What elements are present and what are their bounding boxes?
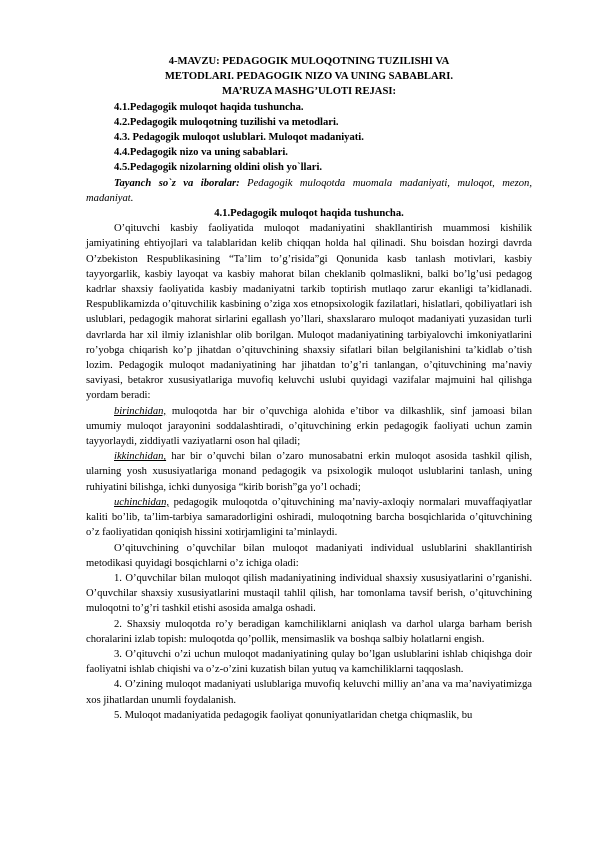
- document-page: [86, 54, 532, 723]
- paragraph-8: 3. O’qituvchi o’zi uchun muloqot madaniyatining qulay bo’lgan uslublarini ishlab chiqishga doir faoliyatni ishlab chiqishi va o’z-o’zini kuzatish bilan yutuq va kamchiliklarni taqqoslash.: [86, 648, 532, 676]
- title-line-1: 4-MAVZU: PEDAGOGIK MULOQOTNING TUZILISHI VA: [168, 56, 450, 67]
- plan-item-3: 4.3. Pedagogik muloqot uslublari. Muloqot madaniyati.: [114, 132, 364, 144]
- paragraph-3-text: har bir o’quvchi bilan o’zaro munosabatni erkin muloqot asosida tashkil qilish, ularning yosh xususiyatlariga monand pedagogik va psixologik muloqot uslublarini tanlash, uning ruhiyatini bilishga, ichki dunyosiga “kirib borish”ga yo’l ochadi;: [86, 451, 532, 493]
- section-title: 4.1.Pedagogik muloqot haqida tushuncha.: [214, 208, 404, 220]
- paragraph-9: 4. O’zining muloqot madaniyati uslublariga muvofiq keluvchi milliy an’ana va ma’naviyatimizga xos jihatlardan unumli foydalanish.: [86, 679, 532, 706]
- keywords-label: Tayanch so`z va iboralar:: [114, 177, 240, 189]
- paragraph-2-lead: birinchidan,: [114, 405, 167, 417]
- plan-item-4: 4.4.Pedagogik nizo va uning sabablari.: [114, 147, 288, 159]
- paragraph-4-lead: uchinchidan,: [114, 496, 170, 508]
- paragraph-1: O’qituvchi kasbiy faoliyatida muloqot madaniyatini shakllantirish muammosi kishilik jamiyatining ehtiyojlari va talablaridan kelib chiqqan holda hal qilinadi. Shu boisdan hozirgi davrda O’zbekiston Respublikasining “Ta’lim to’g’risida”gi Qonunida kasb tanlash motivlari, kasbiy tayyorgarlik, kasbiy layoqat va kasbiy mahorat bilan cheklanib qolmaslikni, balki bo’lg’usi pedagog kadrlar shaxsiy faoliyatida kasbiy madaniyatni tarkib toptirish mutlaqo zarur ekanligi ta’kidlanadi. Respublikamizda o’qituvchilik kasbining o’ziga xos etnopsixologik fazilatlari, hislatlari, qobiliyatlari ish uslublari, pedagogik mahorat sirlarini egallash yo’llari, shaxslararo muloqot madaniyati yuzasidan turli davrlarda har xil ilmiy izlanishlar olib borilgan. Muloqot madaniyatining tarbiyalovchi imkoniyatlarini ro’yobga chiqarish ko’p jihatdan o’qituvchining shaxsiy sifatlari bilan belgilanishini ta’kidlab o’tish lozim. Pedagogik muloqot madaniyatining har jihatdan to’g’ri tanlangan, o’qituvchining ma’naviy saviyasi, betakror xususiyatlariga muvofiq keluvchi uslubi quyidagi vazifalar majmuini hal qilishga yordam beradi:: [86, 223, 532, 402]
- title-line-2: METODLARI. PEDAGOGIK NIZO VA UNING SABABLARI.: [164, 71, 454, 83]
- keywords-paragraph: [86, 176, 532, 206]
- plan-item-1: 4.1.Pedagogik muloqot haqida tushuncha.: [114, 101, 304, 113]
- paragraph-5: O’qituvchining o’quvchilar bilan muloqot madaniyati individual uslublarini shakllantirish metodikasi quyidagi bosqichlarni o’z ichiga oladi:: [86, 542, 532, 569]
- paragraph-7: 2. Shaxsiy muloqotda ro’y beradigan kamchiliklarni aniqlash va darhol ularga barham berish choralarini izlab topish: muloqotda qo’pollik, mensimaslik va boshqa salbiy holatlarni engish.: [86, 618, 532, 645]
- paragraph-3-lead: ikkinchidan,: [114, 451, 167, 463]
- keywords-text: Pedagogik muloqotda muomala madaniyati, muloqot, mezon, madaniyat.: [86, 177, 532, 204]
- plan-item-5: 4.5.Pedagogik nizolarning oldini olish yo`llari.: [114, 162, 323, 174]
- title-line-3: MA’RUZA MASHG’ULOTI REJASI:: [221, 86, 397, 98]
- paragraph-3: [86, 449, 532, 495]
- paragraph-4: [86, 495, 532, 541]
- paragraph-2: [86, 404, 532, 450]
- paragraph-4-text: pedagogik muloqotda o’qituvchining ma’naviy-axloqiy normalari muvaffaqiyatlar kaliti bo’lib, ta’lim-tarbiya samaradorligini oshiradi, muloqotning barcha bosqichlarida o’qituvchining o’z faoliyatidan qoniqish hissini xotirjamligini ta’minlaydi.: [86, 496, 532, 539]
- paragraph-2-text: muloqotda har bir o’quvchiga alohida e’tibor va dilkashlik, sinf jamoasi bilan umumiy muloqot jarayonini soddalashtiradi, o’qituvchining erkin pedagogik faoliyati uchun zamin tayyorlaydi, ziddiyatli vaziyatlarni oson hal qiladi;: [86, 405, 532, 448]
- plan-item-2: 4.2.Pedagogik muloqotning tuzilishi va metodlari.: [114, 116, 339, 128]
- paragraph-10: 5. Muloqot madaniyatida pedagogik faoliyat qonuniyatlaridan chetga chiqmaslik, bu: [114, 709, 473, 721]
- paragraph-6: 1. O’quvchilar bilan muloqot qilish madaniyatining individual shaxsiy xususiyatlarini o’rganishi. O’quvchilar shaxsiy xususiyatlarini mustaqil tahlil qilish, har tomonlama tavsif berish, o’qituvchining muloqotni to’g’ri tashkil etishi asosida amalga oshadi.: [86, 572, 532, 615]
